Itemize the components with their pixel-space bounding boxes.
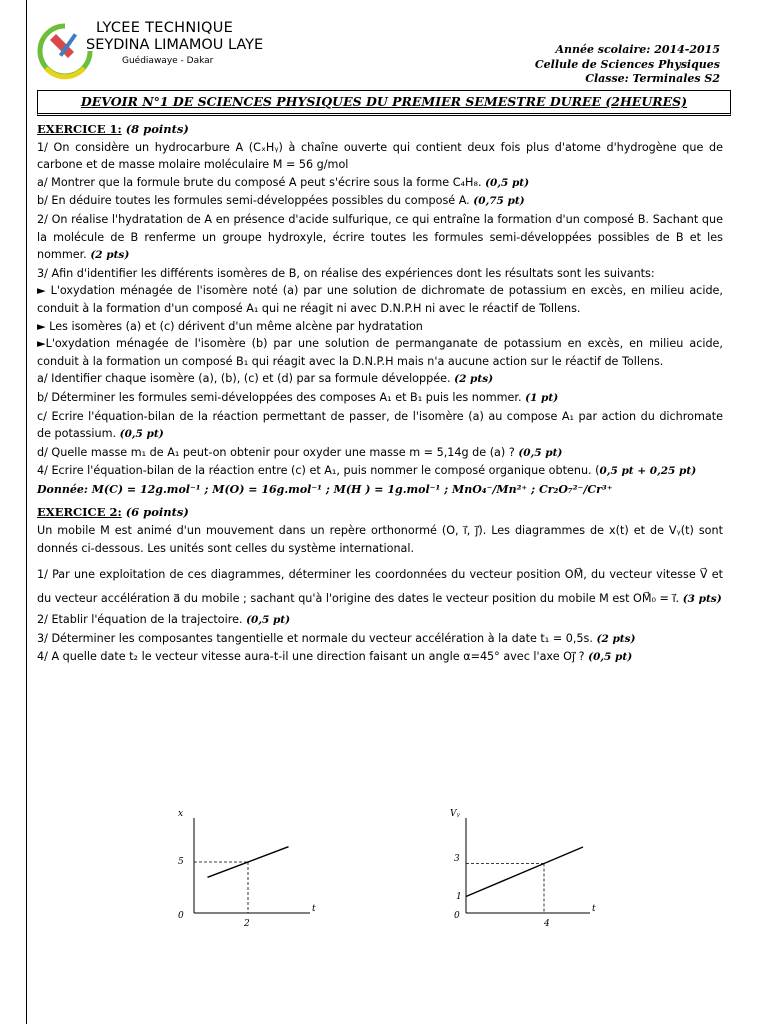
exercise2-label: EXERCICE 2: [37, 505, 122, 520]
g2-ylabel: Vᵧ [450, 809, 460, 819]
ex2-q3-text: 3/ Déterminer les composantes tangentielle et normale du vecteur accélération à la date t₁ = 0,5s. [37, 631, 593, 645]
school-year: Année scolaire: 2014-2015 [555, 43, 720, 56]
ex1-q3b-text: b/ Déterminer les formules semi-développées des composes A₁ et B₁ puis les nommer. [37, 390, 522, 404]
ex2-q2-points: (0,5 pt) [246, 614, 291, 627]
ex1-bullet3: ►L'oxydation ménagée de l'isomère (b) par une solution de permanganate de potassium en excès, en milieu acide, conduit à la formation un composé B₁ qui réagit avec la D.N.P.H mais n'a aucune action sur le réactif de Tollens. [37, 337, 723, 368]
ex1-bullet2: ► Les isomères (a) et (c) dérivent d'un même alcène par hydratation [37, 319, 423, 333]
ex1-q4-text: 4/ Ecrire l'équation-bilan de la réaction entre (c) et A₁, puis nommer le composé organique obtenu. ( [37, 464, 600, 478]
ex2-q4-points: (0,5 pt) [588, 651, 633, 664]
ex1-q3d-points: (0,5 pt) [518, 446, 563, 459]
g2-ytick-start: 1 [456, 892, 462, 902]
graph-x-vs-t [160, 800, 340, 935]
school-name-block [86, 20, 263, 66]
ex1-p3: 3/ Afin d'identifier les différents isomères de B, on réalise des expériences dont les résultats sont les suivants: [37, 266, 655, 280]
ex2-q4-text: 4/ A quelle date t₂ le vecteur vitesse aura-t-il une direction faisant un angle α=45° avec l'axe Oj⃗ ? [37, 650, 585, 664]
exercise1-header [37, 121, 723, 139]
ex1-p2-text: 2/ On réalise l'hydratation de A en présence d'acide sulfurique, ce qui entraîne la formation d'un composé B. Sachant que la molécule de B renferme un groupe hydroxyle, écrire toutes les formules semi-développées possibles de B et les nommer. [37, 212, 723, 262]
g2-xtick-label: 4 [544, 919, 550, 929]
ex1-q3a-points: (2 pts) [454, 373, 494, 386]
graph-vy-vs-t [440, 800, 620, 935]
class-level: Classe: Terminales S2 [585, 72, 720, 85]
g1-ylabel: x [178, 809, 184, 819]
g2-ytick-top: 3 [454, 854, 460, 864]
g2-series-line [466, 847, 583, 897]
ex1-qa-points: (0,5 pt) [485, 176, 530, 189]
ex1-bullet1: ► L'oxydation ménagée de l'isomère noté (a) par une solution de dichromate de potassium en excès, en milieu acide, conduit à la formation d'un composé A₁ qui ne réagit ni avec D.N.P.H ni avec le réactif de Tollens. [37, 284, 723, 315]
ex1-q3d-text: d/ Quelle masse m₁ de A₁ peut-on obtenir pour oxyder une masse m = 5,14g de (a) ? [37, 445, 515, 459]
exercise2-points: (6 points) [125, 505, 189, 520]
exam-content [37, 121, 723, 667]
ex1-q3d [37, 444, 723, 463]
g1-origin: 0 [178, 911, 184, 921]
ex2-q2-text: 2/ Etablir l'équation de la trajectoire. [37, 613, 243, 627]
g2-xlabel: t [592, 904, 596, 914]
ex2-q2 [37, 611, 723, 630]
ex1-q3a-text: a/ Identifier chaque isomère (a), (b), (c) et (d) par sa formule développée. [37, 372, 451, 386]
ex1-qb-text: b/ En déduire toutes les formules semi-développées possibles du composé A. [37, 194, 470, 208]
school-location: Guédiawaye - Dakar [122, 56, 214, 66]
ex1-q3b-points: (1 pt) [525, 391, 559, 404]
school-name-line2: SEYDINA LIMAMOU LAYE [86, 37, 264, 53]
ex2-q3-points: (2 pts) [596, 632, 636, 645]
ex2-q1 [37, 563, 723, 611]
ex2-q3 [37, 630, 723, 649]
exercise2-header [37, 504, 723, 522]
school-name-line1: LYCEE TECHNIQUE [96, 20, 234, 36]
ex1-q3c-text: c/ Ecrire l'équation-bilan de la réaction permettant de passer, de l'isomère (a) au compose A₁ par action du dichromate de potassium. [37, 409, 723, 441]
ex2-q1-text: 1/ Par une exploitation de ces diagrammes, déterminer les coordonnées du vecteur position OM⃗, du vecteur vitesse V⃗ et du vecteur accélération a⃗ du mobile ; sachant qu'à l'origine des dates le vecteur position du mobile M est OM⃗₀ = i⃗. [37, 568, 723, 606]
ex1-q3b [37, 389, 723, 408]
ex1-p2 [37, 211, 723, 265]
ex1-p2-points: (2 pts) [90, 249, 130, 262]
ex2-q4 [37, 648, 723, 667]
ex1-q3c [37, 408, 723, 444]
exercise1-points: (8 points) [125, 122, 189, 136]
g1-xlabel: t [312, 904, 316, 914]
ex2-q1-points: (3 pts) [682, 593, 722, 606]
ex1-q3c-points: (0,5 pt) [119, 428, 164, 441]
exercise1-label: EXERCICE 1: [37, 122, 122, 136]
ex1-p1: 1/ On considère un hydrocarbure A (CₓHᵧ) à chaîne ouverte qui contient deux fois plus d'atome d'hydrogène que de carbone et de masse molaire moléculaire M = 56 g/mol [37, 140, 723, 172]
department: Cellule de Sciences Physiques [534, 57, 720, 71]
g1-ytick-label: 5 [178, 857, 184, 867]
ex1-qa-text: a/ Montrer que la formule brute du composé A peut s'écrire sous la forme C₄H₈. [37, 175, 482, 189]
ex1-qb [37, 192, 723, 211]
ex2-intro: Un mobile M est animé d'un mouvement dans un repère orthonormé (O, i⃗, j⃗). Les diagrammes de x(t) et de Vᵧ(t) sont donnés ci-dessous. Les unités sont celles du système international. [37, 524, 723, 555]
ex1-q4 [37, 462, 723, 481]
admin-info [535, 43, 720, 87]
exam-title: DEVOIR N°1 DE SCIENCES PHYSIQUES DU PREMIER SEMESTRE DUREE (2HEURES) [37, 90, 731, 116]
ex1-q3a [37, 370, 723, 389]
ex1-data: Donnée: M(C) = 12g.mol⁻¹ ; M(O) = 16g.mol⁻¹ ; M(H ) = 1g.mol⁻¹ ; MnO₄⁻/Mn²⁺ ; Cr₂O₇²⁻/Cr³⁺ [37, 482, 613, 496]
ex1-qb-points: (0,75 pt) [473, 195, 525, 208]
ex1-qa [37, 174, 723, 193]
g2-origin: 0 [454, 911, 460, 921]
ex1-q4-points: 0,5 pt + 0,25 pt) [599, 465, 697, 478]
g1-xtick-label: 2 [244, 919, 250, 929]
